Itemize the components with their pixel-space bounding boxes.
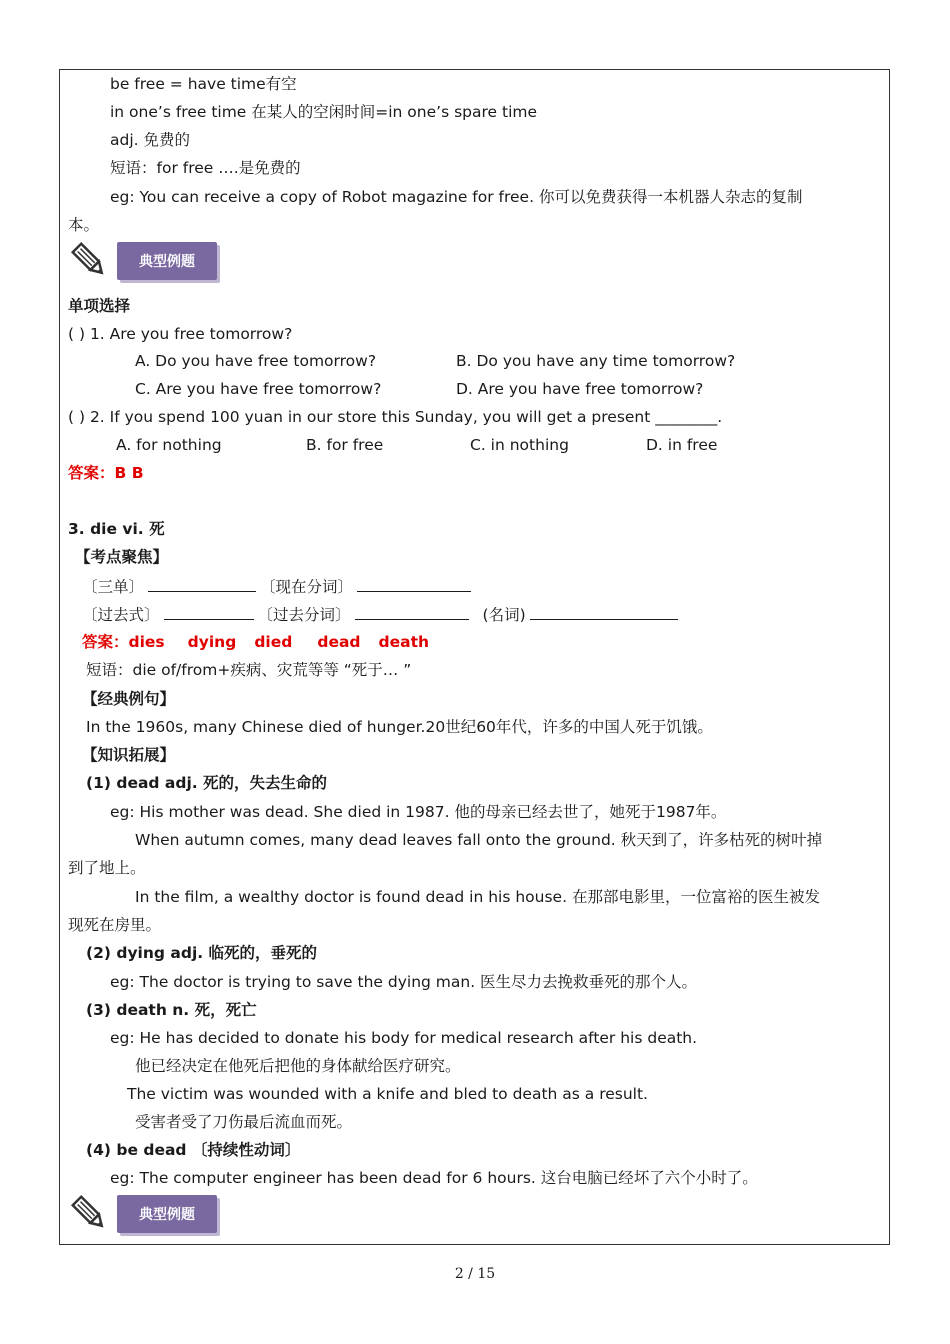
dying-example: eg: The doctor is trying to save the dying man. 医生尽力去挽救垂死的那个人。 <box>110 973 698 991</box>
blank-third-singular[interactable] <box>148 576 256 592</box>
note-for-free: 短语：for free ….是免费的 <box>110 159 301 177</box>
label-present-participle: 〔现在分词〕 <box>260 578 354 596</box>
q2-option-c: C. in nothing <box>470 436 569 454</box>
dead-example-1: eg: His mother was dead. She died in 1987. 他的母亲已经去世了，她死于1987年。 <box>110 803 727 821</box>
death-example-1: eg: He has decided to donate his body for medical research after his death. <box>110 1029 698 1047</box>
typical-example-badge <box>70 240 230 284</box>
note-free-time: in one’s free time 在某人的空闲时间=in one’s spare time <box>110 103 538 121</box>
focus-heading: 【考点聚焦】 <box>75 548 169 566</box>
blank-noun[interactable] <box>530 604 678 620</box>
death-example-1-translation: 他已经决定在他死后把他的身体献给医疗研究。 <box>135 1057 461 1075</box>
quiz-heading: 单项选择 <box>68 297 131 315</box>
dead-example-2-line2: 到了地上。 <box>68 859 146 877</box>
expand-heading: 【知识拓展】 <box>82 746 176 764</box>
badge-label: 典型例题 <box>117 1195 217 1233</box>
dead-heading: (1) dead adj. 死的，失去生命的 <box>86 774 328 792</box>
death-example-2-translation: 受害者受了刀伤最后流血而死。 <box>135 1113 353 1131</box>
pencil-icon <box>70 1193 108 1233</box>
q1-option-b: B. Do you have any time tomorrow? <box>456 352 736 370</box>
forms-row-2 <box>82 604 682 625</box>
forms-row-1 <box>82 576 475 597</box>
q1-option-c: C. Are you have free tomorrow? <box>135 380 382 398</box>
forms-answer <box>82 632 429 652</box>
be-dead-heading: (4) be dead 〔持续性动词〕 <box>86 1141 301 1159</box>
answer-dead: dead <box>317 633 361 651</box>
note-adj-free: adj. 免费的 <box>110 131 190 149</box>
die-phrase: 短语：die of/from+疾病、灾荒等等 “死于… ” <box>86 661 412 679</box>
label-noun: (名词) <box>482 606 526 624</box>
q1-option-d: D. Are you have free tomorrow? <box>456 380 704 398</box>
q1-stem: ( ) 1. Are you free tomorrow? <box>68 325 293 343</box>
blank-past-participle[interactable] <box>355 604 469 620</box>
q2-option-a: A. for nothing <box>116 436 222 454</box>
note-example-line1: eg: You can receive a copy of Robot magazine for free. 你可以免费获得一本机器人杂志的复制 <box>110 188 803 206</box>
blank-past-tense[interactable] <box>164 604 254 620</box>
quiz-answer: 答案：B B <box>68 464 144 482</box>
dead-example-3-line2: 现死在房里。 <box>68 916 162 934</box>
death-example-2: The victim was wounded with a knife and bled to death as a result. <box>127 1085 648 1103</box>
label-past-participle: 〔过去分词〕 <box>257 606 351 624</box>
q1-option-a: A. Do you have free tomorrow? <box>135 352 377 370</box>
answer-died: died <box>254 633 293 651</box>
note-example-line2: 本。 <box>68 216 100 234</box>
label-past-tense: 〔过去式〕 <box>82 606 160 624</box>
answer-label: 答案： <box>82 633 129 651</box>
pencil-icon <box>70 240 108 280</box>
answer-dies: dies <box>128 633 165 651</box>
badge-label: 典型例题 <box>117 242 217 280</box>
dead-example-2-line1: When autumn comes, many dead leaves fall onto the ground. 秋天到了，许多枯死的树叶掉 <box>135 831 823 849</box>
dead-example-3-line1: In the film, a wealthy doctor is found dead in his house. 在那部电影里，一位富裕的医生被发 <box>135 888 820 906</box>
typical-example-badge-2 <box>70 1193 230 1237</box>
dying-heading: (2) dying adj. 临死的，垂死的 <box>86 944 318 962</box>
example-heading: 【经典例句】 <box>82 690 176 708</box>
die-heading: 3. die vi. 死 <box>68 520 165 538</box>
classic-example: In the 1960s, many Chinese died of hunger.20世纪60年代，许多的中国人死于饥饿。 <box>86 718 713 736</box>
page-number: 2 / 15 <box>454 1266 496 1282</box>
blank-present-participle[interactable] <box>357 576 471 592</box>
death-heading: (3) death n. 死，死亡 <box>86 1001 257 1019</box>
q2-option-b: B. for free <box>306 436 384 454</box>
answer-death: death <box>378 633 430 651</box>
be-dead-example: eg: The computer engineer has been dead for 6 hours. 这台电脑已经坏了六个小时了。 <box>110 1169 758 1187</box>
note-be-free: be free = have time有空 <box>110 75 297 93</box>
q2-option-d: D. in free <box>646 436 718 454</box>
answer-dying: dying <box>187 633 237 651</box>
q2-stem: ( ) 2. If you spend 100 yuan in our store this Sunday, you will get a present ________. <box>68 408 723 426</box>
label-third-singular: 〔三单〕 <box>82 578 145 596</box>
